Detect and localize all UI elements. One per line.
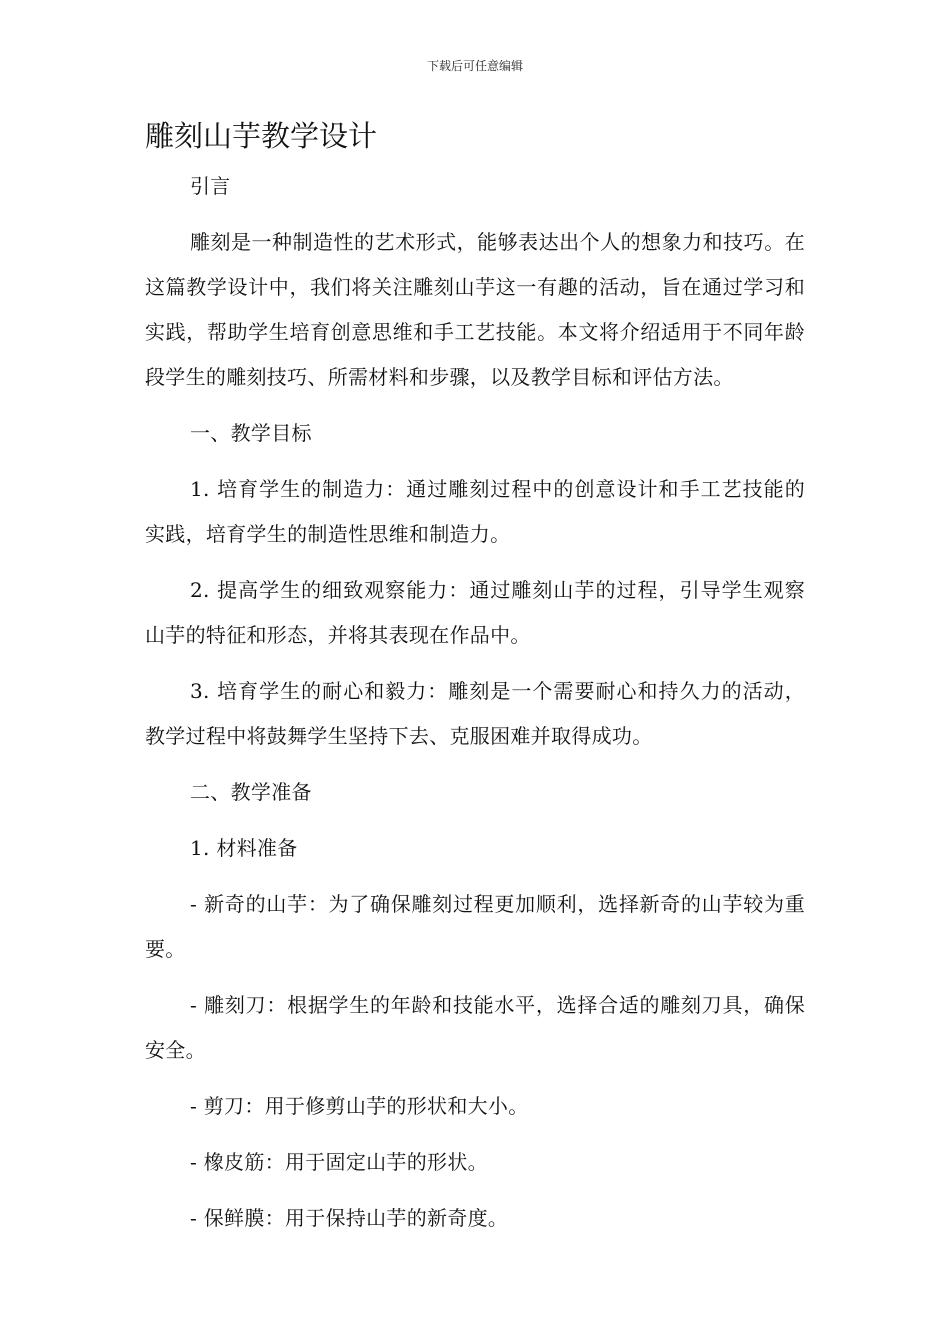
goal-item-2: 2. 提高学生的细致观察能力：通过雕刻山芋的过程，引导学生观察山芋的特征和形态，并将其表现在作品中。: [145, 578, 805, 647]
subsection-heading-materials: 1. 材料准备: [190, 836, 298, 860]
material-item-carving-knife: - 雕刻刀：根据学生的年龄和技能水平，选择合适的雕刻刀具，确保安全。: [145, 993, 805, 1062]
goal-item-3: 3. 培育学生的耐心和毅力：雕刻是一个需要耐心和持久力的活动，教学过程中将鼓舞学生坚持下去、克服困难并取得成功。: [145, 679, 805, 748]
material-item-yam: - 新奇的山芋：为了确保雕刻过程更加顺利，选择新奇的山芋较为重要。: [145, 892, 805, 961]
section-heading-intro: 引言: [190, 174, 231, 198]
material-item-rubber-band: - 橡皮筋：用于固定山芋的形状。: [190, 1150, 488, 1174]
intro-paragraph: 雕刻是一种制造性的艺术形式，能够表达出个人的想象力和技巧。在这篇教学设计中，我们将关注雕刻山芋这一有趣的活动，旨在通过学习和实践，帮助学生培育创意思维和手工艺技能。本文将介绍适用于不同年龄段学生的雕刻技巧、所需材料和步骤，以及教学目标和评估方法。: [145, 230, 805, 389]
header-note: 下载后可任意编辑: [426, 59, 523, 73]
section-heading-goals: 一、教学目标: [190, 421, 312, 445]
document-body: [145, 164, 805, 1252]
document-title: 雕刻山芋教学设计: [145, 119, 378, 153]
goal-item-1: 1. 培育学生的制造力：通过雕刻过程中的创意设计和手工艺技能的实践，培育学生的制造性思维和制造力。: [145, 477, 805, 546]
material-item-plastic-wrap: - 保鲜膜：用于保持山芋的新奇度。: [190, 1206, 509, 1230]
section-heading-preparation: 二、教学准备: [190, 780, 312, 804]
material-item-scissors: - 剪刀：用于修剪山芋的形状和大小。: [190, 1094, 529, 1118]
